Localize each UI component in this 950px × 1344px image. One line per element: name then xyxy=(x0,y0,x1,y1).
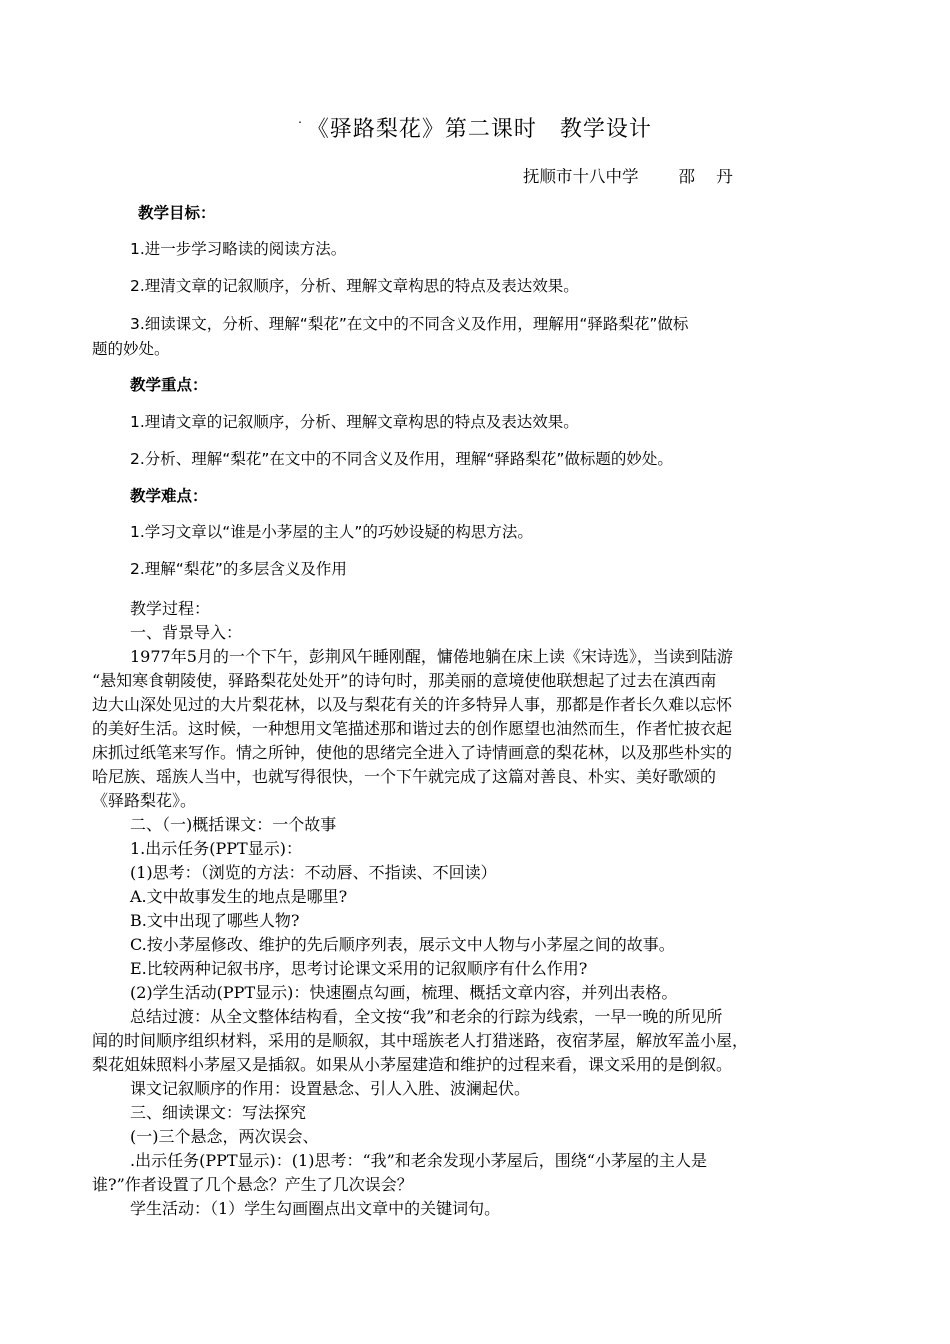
process-line: “悬知寒食朝陵使，驿路梨花处处开”的诗句时，那美丽的意境使他联想起了过去在滇西南 xyxy=(92,671,717,690)
title-prefix-dot: . xyxy=(298,112,303,126)
process-line: 《驿路梨花》。 xyxy=(92,791,197,810)
process-line: 谁?”作者设置了几个悬念？产生了几次误会？ xyxy=(92,1175,413,1194)
process-line: 1977年5月的一个下午，彭荆风午睡刚醒，慵倦地躺在床上读《宋诗选》，当读到陆游 xyxy=(130,647,733,666)
process-line: 闻的时间顺序组织材料，采用的是顺叙，其中瑶族老人打猎迷路，夜宿茅屋，解放军盖小屋， xyxy=(92,1031,749,1050)
key-points-heading: 教学重点： xyxy=(130,376,208,394)
process-line: 梨花姐妹照料小茅屋又是插叙。如果从小茅屋建造和维护的过程来看，课文采用的是倒叙。 xyxy=(92,1055,733,1074)
key-point-item: 1.理请文章的记叙顺序，分析、理解文章构思的特点及表达效果。 xyxy=(130,413,579,431)
process-line: A.文中故事发生的地点是哪里? xyxy=(130,887,348,906)
process-line: 一、背景导入： xyxy=(130,623,243,642)
difficulties-heading: 教学难点： xyxy=(130,487,208,505)
process-line: 边大山深处见过的大片梨花林，以及与梨花有关的许多特异人事，那都是作者长久难以忘怀 xyxy=(92,695,733,714)
process-line: 学生活动：（1）学生勾画圈点出文章中的关键词句。 xyxy=(130,1199,501,1218)
difficulty-item: 1.学习文章以“谁是小茅屋的主人”的巧妙设疑的构思方法。 xyxy=(130,523,533,541)
objective-item: 3.细读课文，分析、理解“梨花”在文中的不同含义及作用，理解用“驿路梨花”做标 xyxy=(130,315,689,333)
process-line: (2)学生活动(PPT显示)：快速圈点勾画，梳理、概括文章内容，并列出表格。 xyxy=(130,983,678,1002)
objectives-heading: 教学目标： xyxy=(138,204,216,222)
process-line: 总结过渡：从全文整体结构看，全文按“我”和老余的行踪为线索，一早一晚的所见所 xyxy=(130,1007,723,1026)
title-text: 《驿路梨花》第二课时 教学设计 xyxy=(306,117,652,142)
key-point-item: 2.分析、理解“梨花”在文中的不同含义及作用，理解“驿路梨花”做标题的妙处。 xyxy=(130,450,673,468)
author-line xyxy=(523,163,741,187)
process-line: 三、细读课文：写法探究 xyxy=(130,1103,307,1122)
process-line: 1.出示任务(PPT显示)： xyxy=(130,839,302,858)
objective-item: 2.理清文章的记叙顺序，分析、理解文章构思的特点及表达效果。 xyxy=(130,277,579,295)
objective-item: 1.进一步学习略读的阅读方法。 xyxy=(130,240,347,258)
difficulty-item: 2.理解“梨花”的多层含义及作用 xyxy=(130,560,347,578)
objective-item-continued: 题的妙处。 xyxy=(92,340,170,358)
process-line: (1)思考：（浏览的方法：不动唇、不指读、不回读） xyxy=(130,863,497,882)
process-line: (一)三个悬念，两次误会、 xyxy=(130,1127,319,1146)
process-line: 床抓过纸笔来写作。情之所钟，使他的思绪完全进入了诗情画意的梨花林，以及那些朴实的 xyxy=(92,743,733,762)
author-name: 邵 丹 xyxy=(678,167,741,186)
author-school: 抚顺市十八中学 xyxy=(523,167,639,186)
process-line: 的美好生活。这时候，一种想用文笔描述那和谐过去的创作愿望也油然而生，作者忙披衣起 xyxy=(92,719,733,738)
process-line: 哈尼族、瑶族人当中，也就写得很快，一个下午就完成了这篇对善良、朴实、美好歌颂的 xyxy=(92,767,717,786)
process-line: .出示任务(PPT显示)：(1)思考：“我”和老余发现小茅屋后，围绕“小茅屋的主人是 xyxy=(130,1151,707,1170)
process-line: C.按小茅屋修改、维护的先后顺序列表，展示文中人物与小茅屋之间的故事。 xyxy=(130,935,675,954)
process-line: 二、（一)概括课文：一个故事 xyxy=(130,815,337,834)
process-line: 课文记叙顺序的作用：设置悬念、引人入胜、波澜起伏。 xyxy=(130,1079,531,1098)
process-line: B.文中出现了哪些人物? xyxy=(130,911,300,930)
document-title xyxy=(0,112,950,143)
process-heading: 教学过程： xyxy=(130,599,211,618)
process-line: E.比较两种记叙书序，思考讨论课文采用的记叙顺序有什么作用? xyxy=(130,959,588,978)
